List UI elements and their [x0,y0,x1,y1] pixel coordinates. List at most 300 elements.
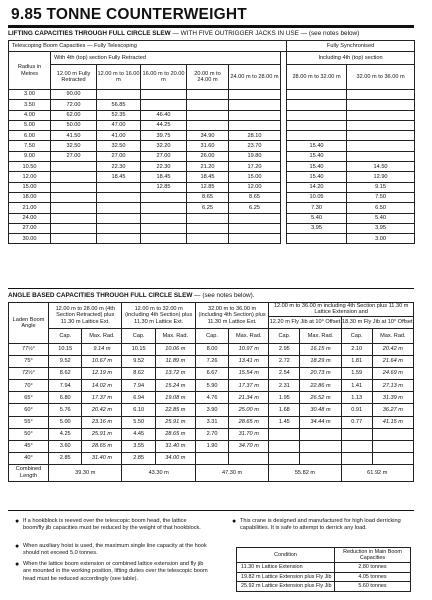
column-header: 12.00 m Fully Retracted [51,65,97,90]
radius-cell: 10.67 m [82,356,122,368]
capacity-cell: 7.94 [49,380,82,392]
capacity-cell: 12.00 [229,182,281,192]
reduction-cell: 4.05 tonnes [335,572,411,582]
capacity-cell: 2.72 [269,356,300,368]
capacity-cell [287,90,347,100]
capacity-cell [195,452,228,464]
table-row [237,563,411,573]
cap-header: Cap. [195,328,228,343]
sub-header-retracted: With 4th (top) section Fully Retracted [51,52,281,65]
column-header: 24.00 m to 28.00 m [229,65,281,90]
capacity-cell: 3.55 [122,440,155,452]
table-row [9,192,415,202]
capacity-cell: 27.00 [51,151,97,161]
radius-cell: 36.27 m [372,404,413,416]
sub-header-including: Including 4th (top) section [287,52,415,65]
radius-cell: 21.64 m [372,356,413,368]
capacity-cell [269,428,300,440]
radius-cell: 26.52 m [300,392,341,404]
section2-caption [8,292,255,299]
radius-cell [372,428,413,440]
radius-cell: 21.34 m [229,392,269,404]
capacity-cell: 22.30 [141,162,187,172]
section1-caption-bold: LIFTING CAPACITIES THROUGH FULL CIRCLE SLEW [8,30,171,37]
capacity-cell: 32.50 [97,141,141,151]
capacity-cell: 2.10 [341,343,372,355]
capacity-cell [347,120,415,130]
capacity-cell: 8.00 [195,343,228,355]
table-row [9,172,415,182]
radius-cell: 18.00 [9,192,51,202]
capacity-cell: 34.90 [187,131,229,141]
capacity-cell [341,440,372,452]
capacity-cell [229,234,281,244]
capacity-cell [51,162,97,172]
angle-cell: 45° [9,440,49,452]
capacity-cell: 22.30 [97,162,141,172]
capacity-cell: 18.45 [187,172,229,182]
column-header: 12.00 m to 16.00 m [97,65,141,90]
radius-cell: 10.06 m [155,343,195,355]
capacity-cell [229,223,281,233]
capacity-cell [287,131,347,141]
capacity-cell [341,428,372,440]
radius-cell: 12.00 [9,172,51,182]
radius-cell [300,440,341,452]
combined-length-cell: 47.30 m [195,464,268,481]
cap-header: Cap. [341,328,372,343]
angle-cell: 50° [9,428,49,440]
capacity-cell: 9.15 [347,182,415,192]
radius-cell: 25.91 m [155,416,195,428]
radius-cell: 34.70 m [229,440,269,452]
capacity-cell [287,234,347,244]
capacity-cell: 4.45 [122,428,155,440]
radius-cell [372,440,413,452]
table-row [9,213,415,223]
capacity-cell: 15.40 [287,141,347,151]
capacity-cell: 90.00 [51,90,97,100]
table-row [9,203,415,213]
capacity-cell [347,151,415,161]
radius-cell: 14.02 m [82,380,122,392]
capacity-cell: 5.50 [122,416,155,428]
radius-cell: 19.08 m [155,392,195,404]
condition-cell: 11.30 m Lattice Extension [237,563,335,573]
capacity-cell [187,223,229,233]
capacity-cell: 52.35 [97,110,141,120]
capacity-cell [97,203,141,213]
table-row [9,162,415,172]
rad-header: Max. Rad. [229,328,269,343]
combined-length-label: Combined Length [9,464,49,481]
radius-cell: 31.40 m [82,452,122,464]
laden-header: Laden Boom Angle [9,303,49,344]
capacity-cell [187,120,229,130]
table-row [9,428,414,440]
bullet-icon: ● [232,518,237,525]
combined-length-cell: 55.82 m [269,464,341,481]
capacity-cell: 1.45 [269,416,300,428]
header-telescoping: Telescoping Boom Capacities — Fully Telescoping [9,41,287,52]
capacity-cell: 3.00 [347,234,415,244]
capacity-cell: 72.00 [51,100,97,110]
capacity-cell: 1.95 [269,392,300,404]
capacity-cell [347,90,415,100]
radius-cell [300,452,341,464]
bullet-icon: ● [15,518,20,525]
capacity-cell: 0.91 [341,404,372,416]
radius-cell: 30.48 m [300,404,341,416]
radius-cell: 27.00 [9,223,51,233]
radius-cell: 16.15 m [300,343,341,355]
column-header: 20.00 m to 24.00 m [187,65,229,90]
radius-cell: 4.00 [9,110,51,120]
table-row [9,440,414,452]
capacity-cell [187,90,229,100]
note-left-3 [15,561,208,583]
radius-cell: 34.00 m [155,452,195,464]
capacity-cell: 15.00 [229,172,281,182]
capacity-cell [97,223,141,233]
capacity-cell: 8.62 [49,368,82,380]
radius-cell: 15.00 [9,182,51,192]
capacity-cell: 14.20 [287,182,347,192]
table-row [9,356,414,368]
capacity-cell: 6.25 [187,203,229,213]
radius-cell: 9.14 m [82,343,122,355]
capacity-cell [51,203,97,213]
radius-cell: 3.00 [9,90,51,100]
capacity-cell: 56.85 [97,100,141,110]
notes-rule [8,510,414,511]
capacity-cell [141,223,187,233]
radius-cell: 10.97 m [229,343,269,355]
capacity-cell [97,234,141,244]
radius-cell: 31.39 m [372,392,413,404]
section2-rule [8,288,414,289]
radius-cell [300,428,341,440]
radius-cell: 28.65 m [82,440,122,452]
capacity-cell [51,223,97,233]
cap-header: Cap. [269,328,300,343]
capacity-cell [187,213,229,223]
capacity-cell: 8.65 [187,192,229,202]
capacity-cell: 12.85 [187,182,229,192]
capacity-cell [141,90,187,100]
capacity-cell: 50.00 [51,120,97,130]
reduction-table [236,547,411,592]
capacity-cell [97,182,141,192]
combined-length-cell: 61.92 m [341,464,413,481]
capacity-cell: 21.20 [187,162,229,172]
capacity-cell: 2.31 [269,380,300,392]
radius-cell: 3.50 [9,100,51,110]
radius-cell: 18.29 m [300,356,341,368]
capacity-cell: 26.00 [187,151,229,161]
angle-cell: 60° [9,404,49,416]
radius-cell: 28.65 m [229,416,269,428]
capacity-cell: 0.77 [341,416,372,428]
note-left-1 [15,518,208,533]
capacity-cell: 3.60 [49,440,82,452]
table-row [9,368,414,380]
capacity-cell: 3.31 [195,416,228,428]
capacity-cell: 3.90 [195,404,228,416]
capacity-cell: 5.90 [195,380,228,392]
radius-cell: 15.54 m [229,368,269,380]
cap-header: Cap. [122,328,155,343]
capacity-cell [229,120,281,130]
capacity-cell: 32.20 [141,141,187,151]
capacity-cell: 31.60 [187,141,229,151]
section1-caption [8,30,359,37]
capacity-cell: 9.52 [122,356,155,368]
jib-a-header: 12.20 m Fly Jib at 10° Offset [269,316,341,328]
capacity-cell [141,203,187,213]
capacity-cell [229,213,281,223]
capacity-cell [141,213,187,223]
table-row [9,416,414,428]
radius-cell: 5.00 [9,120,51,130]
capacity-cell: 2.95 [269,343,300,355]
table-row [9,110,415,120]
reduction-cell: 2.80 tonnes [335,563,411,573]
radius-cell: 28.65 m [155,428,195,440]
table-row [9,452,414,464]
radius-cell: 31.40 m [155,440,195,452]
radius-cell: 34.44 m [300,416,341,428]
reduction-head-condition: Condition [237,548,335,563]
capacity-cell [51,182,97,192]
capacity-cell: 2.85 [49,452,82,464]
capacity-cell: 6.67 [195,368,228,380]
capacity-cell: 8.62 [122,368,155,380]
group-header-1: 12.00 m to 28.00 m (4th Section Retracted) plus 11.30 m Lattice Ext. [49,303,122,329]
capacity-cell: 5.40 [347,213,415,223]
capacity-cell [287,100,347,110]
rad-header: Max. Rad. [300,328,341,343]
capacity-cell: 47.00 [97,120,141,130]
rad-header: Max. Rad. [82,328,122,343]
column-header: 16.00 m to 20.00 m [141,65,187,90]
capacity-cell [269,452,300,464]
cap-header: Cap. [49,328,82,343]
radius-cell: 20.73 m [300,368,341,380]
capacity-cell: 6.94 [122,392,155,404]
capacity-cell: 4.25 [49,428,82,440]
rad-header: Max. Rad. [155,328,195,343]
capacity-cell: 14.50 [347,162,415,172]
capacity-cell: 1.90 [195,440,228,452]
radius-cell: 30.00 [9,234,51,244]
capacity-cell: 6.25 [229,203,281,213]
radius-cell: 7.50 [9,141,51,151]
radius-cell: 17.37 m [82,392,122,404]
capacity-cell: 5.00 [49,416,82,428]
capacity-cell: 23.70 [229,141,281,151]
capacity-cell: 62.00 [51,110,97,120]
section1-caption-rest: — WITH FIVE OUTRIGGER JACKS IN USE — (see notes below) [170,30,360,37]
capacity-cell: 7.26 [195,356,228,368]
capacity-cell: 12.90 [347,172,415,182]
group-header-3: 32.00 m to 36.00 m (including 4th Section) plus 11.30 m Lattice Ext. [195,303,268,329]
capacity-cell [51,172,97,182]
table-row [9,151,415,161]
section2-caption-rest: — (see notes below). [192,292,255,299]
capacity-cell: 3.95 [287,223,347,233]
capacity-cell [347,100,415,110]
radius-cell: 25.91 m [82,428,122,440]
header-synchronised: Fully Synchronised [287,41,415,52]
capacity-cell [51,234,97,244]
radius-cell: 21.00 [9,203,51,213]
capacity-cell: 1.13 [341,392,372,404]
reduction-cell: 5.60 tonnes [335,582,411,592]
capacity-cell: 2.85 [122,452,155,464]
capacity-cell: 6.50 [347,203,415,213]
capacity-cell [141,234,187,244]
table-row [237,572,411,582]
capacity-cell: 7.94 [122,380,155,392]
capacity-cell: 6.80 [49,392,82,404]
capacity-cell: 19.80 [229,151,281,161]
radius-cell: 13.41 m [229,356,269,368]
table-row [9,343,414,355]
radius-header: Radius in Metres [9,52,51,90]
table-row [9,120,415,130]
reduction-head-value: Reduction in Main Boom Capacities [335,548,411,563]
capacity-cell [187,100,229,110]
angle-cell: 75° [9,356,49,368]
table-row [9,223,415,233]
rad-header: Max. Rad. [372,328,413,343]
capacity-cell: 1.68 [269,404,300,416]
capacity-cell [229,90,281,100]
capacity-cell [229,100,281,110]
capacity-cell: 5.40 [287,213,347,223]
bullet-icon: ● [15,543,20,550]
radius-cell: 6.00 [9,131,51,141]
radius-cell: 15.24 m [155,380,195,392]
table-row [9,141,415,151]
radius-cell: 24.69 m [372,368,413,380]
angle-cell: 70° [9,380,49,392]
capacity-cell: 15.40 [287,162,347,172]
angle-capacity-table [8,302,414,482]
capacity-cell [141,100,187,110]
section2-caption-bold: ANGLE BASED CAPACITIES THROUGH FULL CIRCLE SLEW [8,292,193,299]
radius-cell: 10.50 [9,162,51,172]
capacity-cell [97,192,141,202]
capacity-cell: 9.52 [49,356,82,368]
table-row [237,582,411,592]
capacity-cell: 18.45 [141,172,187,182]
radius-cell: 24.00 [9,213,51,223]
radius-cell: 22.86 m [300,380,341,392]
radius-cell: 11.89 m [155,356,195,368]
capacity-cell: 39.75 [141,131,187,141]
note-left-3-text: When the lattice boom extension or combined lattice extension and fly jib are mounted in the working position, lifting duties over the telescopic boom head must be reduced accordingly (see table). [23,561,208,582]
note-right-1-text: This crane is designed and manufactured for high load derricking capabilities. It is safe to attempt to derrick any load. [240,518,401,532]
capacity-cell [51,213,97,223]
table-row [9,404,414,416]
radius-cell: 27.13 m [372,380,413,392]
column-header: 28.00 m to 32.00 m [287,65,347,90]
note-left-1-text: If a hookblock is reeved over the telescopic boom head, the lattice boom/fly jib capacities must be reduced by the weight of that hookblock. [23,518,201,532]
capacity-cell: 3.95 [347,223,415,233]
radius-cell: 9.00 [9,151,51,161]
radius-cell: 23.16 m [82,416,122,428]
capacity-cell: 12.85 [141,182,187,192]
capacity-cell: 1.81 [341,356,372,368]
table-row [9,234,415,244]
group-header-2: 12.00 m to 32.00 m (including 4th Section) plus 11.30 m Lattice Ext. [122,303,195,329]
radius-cell [372,452,413,464]
table-row [9,392,414,404]
table-row [9,90,415,100]
capacity-cell [97,90,141,100]
angle-cell: 55° [9,416,49,428]
note-right-1 [232,518,412,533]
radius-cell: 31.70 m [229,428,269,440]
radius-cell: 25.00 m [229,404,269,416]
capacity-cell: 27.00 [97,151,141,161]
capacity-cell [347,141,415,151]
capacity-cell [187,110,229,120]
capacity-cell: 4.76 [195,392,228,404]
bullet-icon: ● [15,561,20,568]
column-header: 32.00 m to 36.00 m [347,65,415,90]
note-left-2-text: When auxiliary hoist is used, the maximum single line capacity at the hook should not exceed 5.0 tonnes. [23,543,207,557]
capacity-cell: 8.65 [229,192,281,202]
capacity-cell [141,192,187,202]
capacity-cell: 2.54 [269,368,300,380]
title-rule [8,25,414,28]
combined-length-cell: 43.30 m [122,464,195,481]
radius-cell: 17.37 m [229,380,269,392]
angle-cell: 77½° [9,343,49,355]
capacity-cell: 1.41 [341,380,372,392]
capacity-cell [97,213,141,223]
group-header-4: 12.00 m to 36.00 m including 4th Section plus 11.30 m Lattice Extension and [269,303,414,317]
capacity-cell [269,440,300,452]
lifting-capacity-table [8,40,415,244]
capacity-cell [229,110,281,120]
capacity-cell: 10.15 [49,343,82,355]
radius-cell: 20.42 m [372,343,413,355]
capacity-cell [187,234,229,244]
condition-cell: 19.82 m Lattice Extension plus Fly Jib [237,572,335,582]
capacity-cell: 10.15 [122,343,155,355]
angle-cell: 40° [9,452,49,464]
capacity-cell: 10.05 [287,192,347,202]
capacity-cell: 46.40 [141,110,187,120]
capacity-cell [51,192,97,202]
table-row [9,380,414,392]
capacity-cell: 15.40 [287,172,347,182]
capacity-cell: 15.40 [287,151,347,161]
note-left-2 [15,543,208,558]
capacity-cell: 7.50 [347,192,415,202]
jib-b-header: 18.30 m Fly Jib at 10° Offset [341,316,413,328]
capacity-cell: 41.00 [97,131,141,141]
capacity-cell [347,110,415,120]
capacity-cell [287,120,347,130]
condition-cell: 25.92 m Lattice Extension plus Fly Jib [237,582,335,592]
capacity-cell: 32.50 [51,141,97,151]
capacity-cell: 6.10 [122,404,155,416]
